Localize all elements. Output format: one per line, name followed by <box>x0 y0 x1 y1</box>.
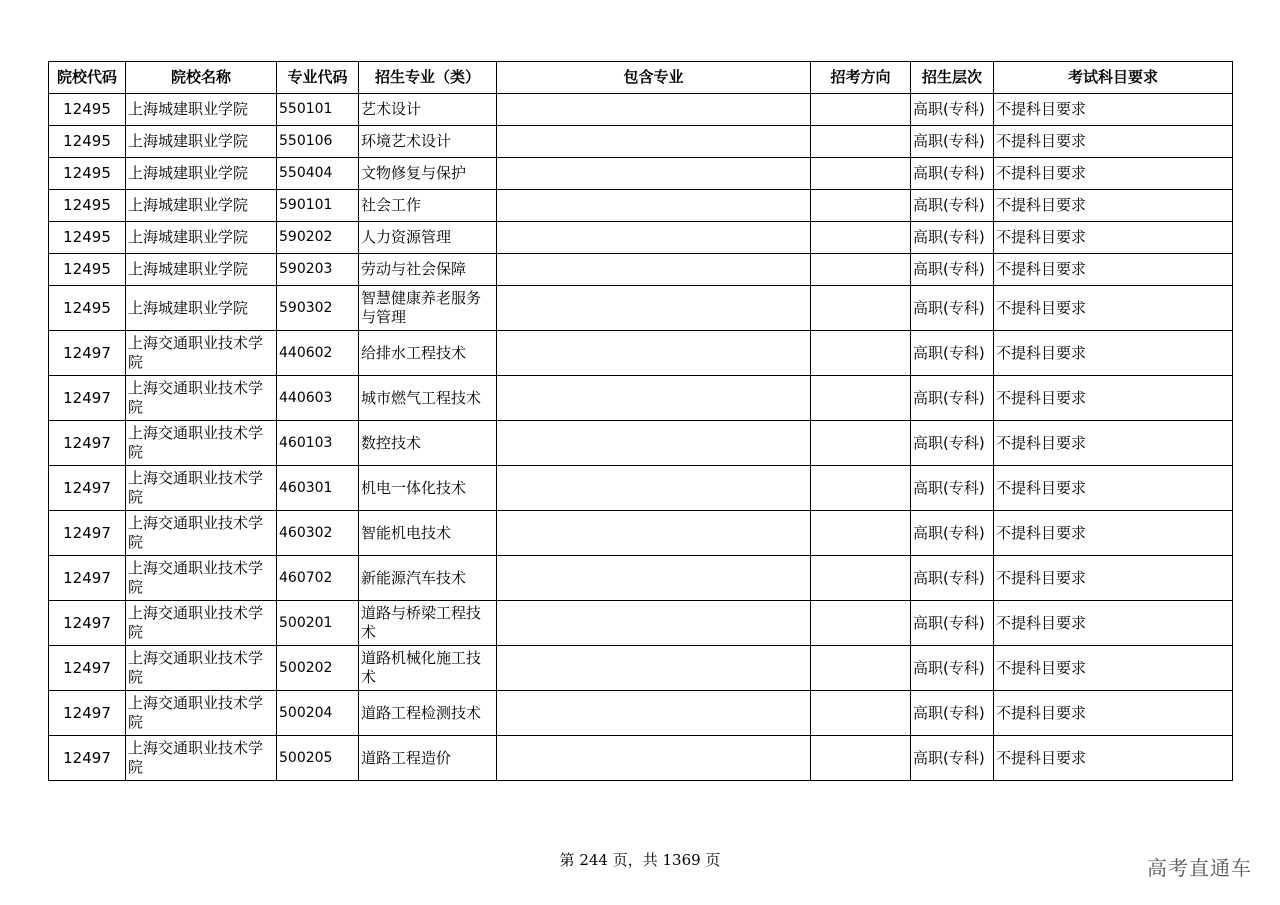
cell-includes <box>497 331 811 376</box>
cell-level: 高职(专科) <box>911 331 994 376</box>
cell-includes <box>497 376 811 421</box>
cell-school-code: 12495 <box>49 126 126 158</box>
cell-school-name: 上海城建职业学院 <box>126 158 277 190</box>
table-row <box>49 511 1233 556</box>
cell-major: 道路工程检测技术 <box>359 691 497 736</box>
cell-major: 城市燃气工程技术 <box>359 376 497 421</box>
cell-requirement: 不提科目要求 <box>994 190 1233 222</box>
cell-major: 数控技术 <box>359 421 497 466</box>
cell-requirement: 不提科目要求 <box>994 158 1233 190</box>
table-row <box>49 158 1233 190</box>
cell-school-code: 12495 <box>49 254 126 286</box>
cell-direction <box>811 190 911 222</box>
header-direction: 招考方向 <box>811 62 911 94</box>
cell-direction <box>811 331 911 376</box>
table-row <box>49 691 1233 736</box>
cell-school-name: 上海城建职业学院 <box>126 126 277 158</box>
cell-level: 高职(专科) <box>911 158 994 190</box>
cell-includes <box>497 222 811 254</box>
cell-requirement: 不提科目要求 <box>994 691 1233 736</box>
cell-requirement: 不提科目要求 <box>994 376 1233 421</box>
cell-includes <box>497 601 811 646</box>
cell-major: 智能机电技术 <box>359 511 497 556</box>
cell-level: 高职(专科) <box>911 601 994 646</box>
cell-includes <box>497 254 811 286</box>
cell-major: 给排水工程技术 <box>359 331 497 376</box>
cell-requirement: 不提科目要求 <box>994 511 1233 556</box>
cell-major: 社会工作 <box>359 190 497 222</box>
table-row <box>49 254 1233 286</box>
cell-level: 高职(专科) <box>911 94 994 126</box>
cell-school-code: 12495 <box>49 94 126 126</box>
cell-includes <box>497 691 811 736</box>
cell-school-name: 上海城建职业学院 <box>126 190 277 222</box>
cell-requirement: 不提科目要求 <box>994 646 1233 691</box>
cell-school-code: 12495 <box>49 286 126 331</box>
cell-school-code: 12497 <box>49 601 126 646</box>
cell-school-name: 上海城建职业学院 <box>126 94 277 126</box>
cell-major-code: 500205 <box>277 736 359 781</box>
cell-major-code: 500204 <box>277 691 359 736</box>
cell-major-code: 460302 <box>277 511 359 556</box>
cell-level: 高职(专科) <box>911 691 994 736</box>
cell-includes <box>497 466 811 511</box>
table-row <box>49 286 1233 331</box>
cell-requirement: 不提科目要求 <box>994 254 1233 286</box>
cell-requirement: 不提科目要求 <box>994 286 1233 331</box>
cell-major-code: 500201 <box>277 601 359 646</box>
cell-major-code: 440602 <box>277 331 359 376</box>
cell-school-code: 12497 <box>49 376 126 421</box>
cell-school-name: 上海交通职业技术学院 <box>126 736 277 781</box>
cell-level: 高职(专科) <box>911 736 994 781</box>
cell-school-code: 12497 <box>49 646 126 691</box>
cell-level: 高职(专科) <box>911 126 994 158</box>
cell-school-code: 12497 <box>49 736 126 781</box>
cell-direction <box>811 254 911 286</box>
cell-major: 道路工程造价 <box>359 736 497 781</box>
cell-direction <box>811 466 911 511</box>
cell-major: 智慧健康养老服务与管理 <box>359 286 497 331</box>
cell-school-name: 上海交通职业技术学院 <box>126 376 277 421</box>
cell-school-code: 12497 <box>49 421 126 466</box>
cell-direction <box>811 646 911 691</box>
cell-major: 机电一体化技术 <box>359 466 497 511</box>
cell-level: 高职(专科) <box>911 556 994 601</box>
header-major-code: 专业代码 <box>277 62 359 94</box>
cell-major: 艺术设计 <box>359 94 497 126</box>
cell-requirement: 不提科目要求 <box>994 466 1233 511</box>
cell-requirement: 不提科目要求 <box>994 556 1233 601</box>
cell-school-code: 12497 <box>49 331 126 376</box>
cell-includes <box>497 126 811 158</box>
cell-major-code: 550101 <box>277 94 359 126</box>
cell-school-name: 上海交通职业技术学院 <box>126 601 277 646</box>
cell-requirement: 不提科目要求 <box>994 331 1233 376</box>
cell-school-name: 上海交通职业技术学院 <box>126 331 277 376</box>
cell-major-code: 460702 <box>277 556 359 601</box>
cell-direction <box>811 376 911 421</box>
cell-includes <box>497 511 811 556</box>
cell-school-name: 上海城建职业学院 <box>126 254 277 286</box>
cell-level: 高职(专科) <box>911 222 994 254</box>
cell-direction <box>811 222 911 254</box>
cell-direction <box>811 126 911 158</box>
cell-includes <box>497 286 811 331</box>
header-major: 招生专业（类） <box>359 62 497 94</box>
admissions-table <box>48 61 1233 781</box>
page-number: 第 244 页，共 1369 页 <box>559 851 721 869</box>
cell-includes <box>497 94 811 126</box>
cell-includes <box>497 646 811 691</box>
cell-school-name: 上海交通职业技术学院 <box>126 421 277 466</box>
cell-direction <box>811 556 911 601</box>
table-row <box>49 556 1233 601</box>
cell-direction <box>811 601 911 646</box>
cell-requirement: 不提科目要求 <box>994 222 1233 254</box>
cell-major: 文物修复与保护 <box>359 158 497 190</box>
cell-major-code: 440603 <box>277 376 359 421</box>
cell-level: 高职(专科) <box>911 286 994 331</box>
cell-school-name: 上海交通职业技术学院 <box>126 556 277 601</box>
table-row <box>49 421 1233 466</box>
cell-school-name: 上海交通职业技术学院 <box>126 511 277 556</box>
table-row <box>49 94 1233 126</box>
cell-requirement: 不提科目要求 <box>994 94 1233 126</box>
cell-includes <box>497 421 811 466</box>
cell-major: 劳动与社会保障 <box>359 254 497 286</box>
cell-level: 高职(专科) <box>911 376 994 421</box>
cell-requirement: 不提科目要求 <box>994 126 1233 158</box>
table-row <box>49 126 1233 158</box>
table-row <box>49 601 1233 646</box>
cell-major-code: 590302 <box>277 286 359 331</box>
table-row <box>49 376 1233 421</box>
table-row <box>49 466 1233 511</box>
cell-major: 人力资源管理 <box>359 222 497 254</box>
cell-level: 高职(专科) <box>911 511 994 556</box>
cell-school-code: 12497 <box>49 511 126 556</box>
cell-includes <box>497 556 811 601</box>
table-row <box>49 222 1233 254</box>
cell-requirement: 不提科目要求 <box>994 421 1233 466</box>
cell-school-code: 12497 <box>49 466 126 511</box>
cell-major-code: 550404 <box>277 158 359 190</box>
cell-school-name: 上海交通职业技术学院 <box>126 646 277 691</box>
cell-direction <box>811 511 911 556</box>
header-school-name: 院校名称 <box>126 62 277 94</box>
cell-major: 环境艺术设计 <box>359 126 497 158</box>
cell-major: 新能源汽车技术 <box>359 556 497 601</box>
header-requirement: 考试科目要求 <box>994 62 1233 94</box>
cell-includes <box>497 736 811 781</box>
cell-major: 道路机械化施工技术 <box>359 646 497 691</box>
header-includes: 包含专业 <box>497 62 811 94</box>
cell-requirement: 不提科目要求 <box>994 736 1233 781</box>
cell-major: 道路与桥梁工程技术 <box>359 601 497 646</box>
cell-school-name: 上海交通职业技术学院 <box>126 466 277 511</box>
table-row <box>49 736 1233 781</box>
cell-major-code: 550106 <box>277 126 359 158</box>
cell-school-code: 12495 <box>49 222 126 254</box>
cell-school-code: 12497 <box>49 691 126 736</box>
watermark-text: 高考直通车 <box>1147 856 1252 880</box>
cell-major-code: 460103 <box>277 421 359 466</box>
cell-school-name: 上海城建职业学院 <box>126 222 277 254</box>
cell-major-code: 590203 <box>277 254 359 286</box>
cell-major-code: 590202 <box>277 222 359 254</box>
cell-school-name: 上海城建职业学院 <box>126 286 277 331</box>
cell-school-code: 12495 <box>49 158 126 190</box>
header-level: 招生层次 <box>911 62 994 94</box>
cell-includes <box>497 190 811 222</box>
cell-direction <box>811 158 911 190</box>
cell-level: 高职(专科) <box>911 190 994 222</box>
table-row <box>49 331 1233 376</box>
cell-major-code: 500202 <box>277 646 359 691</box>
cell-major-code: 590101 <box>277 190 359 222</box>
cell-direction <box>811 286 911 331</box>
cell-major-code: 460301 <box>277 466 359 511</box>
cell-direction <box>811 421 911 466</box>
cell-level: 高职(专科) <box>911 466 994 511</box>
table-row <box>49 190 1233 222</box>
header-school-code: 院校代码 <box>49 62 126 94</box>
cell-direction <box>811 736 911 781</box>
cell-level: 高职(专科) <box>911 254 994 286</box>
cell-direction <box>811 94 911 126</box>
cell-school-code: 12497 <box>49 556 126 601</box>
cell-level: 高职(专科) <box>911 646 994 691</box>
table-row <box>49 646 1233 691</box>
cell-requirement: 不提科目要求 <box>994 601 1233 646</box>
header-row <box>49 62 1233 94</box>
cell-school-code: 12495 <box>49 190 126 222</box>
cell-direction <box>811 691 911 736</box>
cell-includes <box>497 158 811 190</box>
cell-level: 高职(专科) <box>911 421 994 466</box>
cell-school-name: 上海交通职业技术学院 <box>126 691 277 736</box>
